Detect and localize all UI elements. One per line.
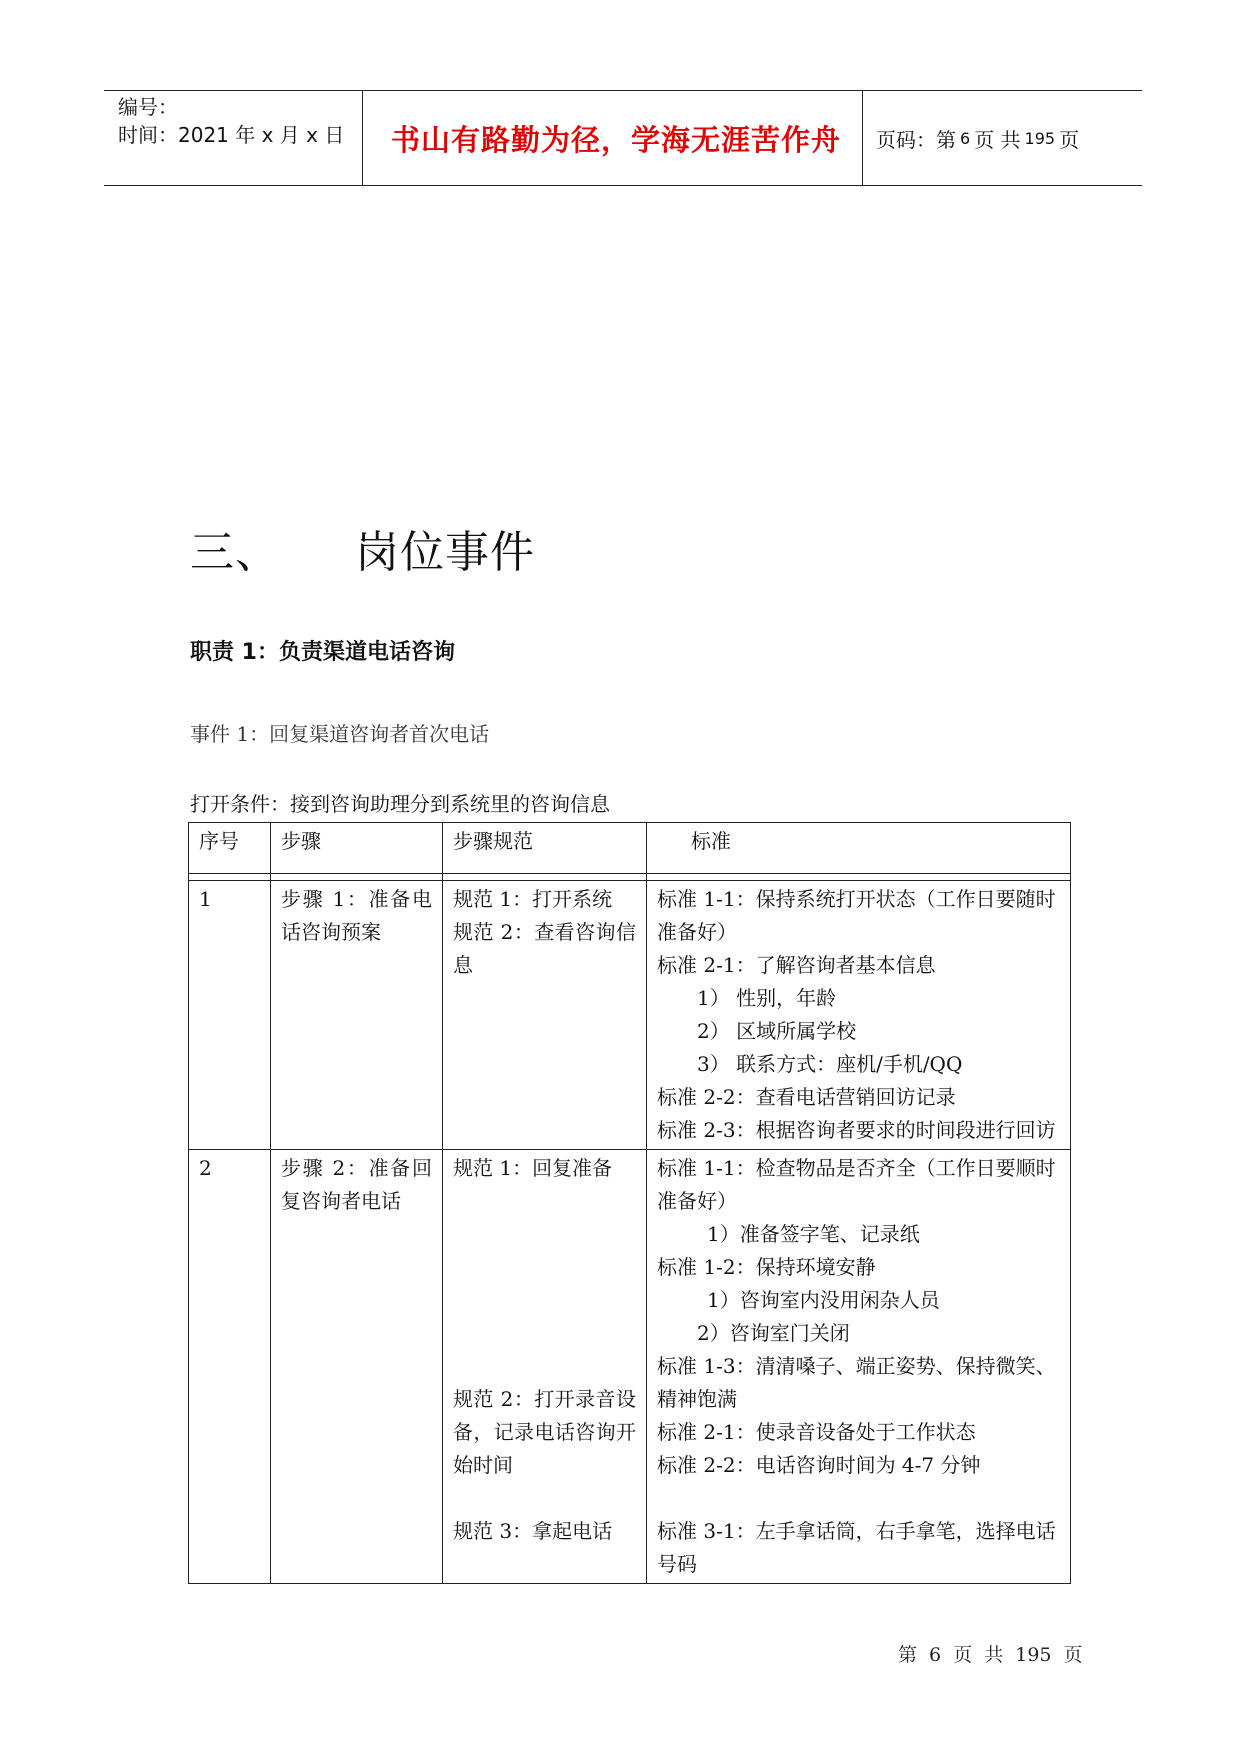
event-heading: 事件 1：回复渠道咨询者首次电话 <box>190 722 490 746</box>
standard-subitem: 1） 性别，年龄 <box>697 986 837 1010</box>
section-title <box>190 516 535 580</box>
time-label: 时间：2021 年 x 月 x 日 <box>118 123 345 147</box>
header-cell: 步骤规范 <box>443 823 647 874</box>
standard-item: 标准 2-3：根据咨询者要求的时间段进行回访 <box>657 1118 1056 1142</box>
norm-item: 规范 3：拿起电话 <box>453 1519 613 1543</box>
row-step: 步骤 2：准备回复咨询者电话 <box>271 1150 443 1584</box>
standard-subitem: 2）咨询室门关闭 <box>697 1321 850 1345</box>
header-divider <box>362 91 363 185</box>
norm-item: 规范 2：查看咨询信息 <box>453 920 636 977</box>
page-prefix: 页码：第 <box>876 127 956 152</box>
table-header-row <box>189 823 1071 874</box>
standard-item: 标准 1-1：检查物品是否齐全（工作日要顺时准备好） <box>657 1156 1056 1213</box>
standard-item: 标准 2-2：查看电话营销回访记录 <box>657 1085 956 1109</box>
standard-subitem: 1）咨询室内没用闲杂人员 <box>707 1288 940 1312</box>
header-cell: 序号 <box>189 823 271 874</box>
row-norms <box>443 1150 647 1584</box>
section-heading: 岗位事件 <box>355 527 535 578</box>
standard-item: 标准 2-1：使录音设备处于工作状态 <box>657 1420 976 1444</box>
norm-item: 规范 2：打开录音设备，记录电话咨询开始时间 <box>453 1387 636 1477</box>
header-motto: 书山有路勤为径，学海无涯苦作舟 <box>390 122 841 157</box>
row-number: 2 <box>189 1150 271 1584</box>
header-page-info <box>862 91 1142 185</box>
standard-subitem: 1）准备签字笔、记录纸 <box>707 1222 920 1246</box>
page-number: 6 <box>960 128 971 148</box>
standard-item: 标准 1-1：保持系统打开状态（工作日要随时准备好） <box>657 887 1056 944</box>
standard-item: 标准 1-2：保持环境安静 <box>657 1255 876 1279</box>
row-norms <box>443 881 647 1150</box>
header-cell: 标准 <box>647 823 1071 874</box>
standards-table <box>188 822 1071 1584</box>
row-step: 步骤 1：准备电话咨询预案 <box>271 881 443 1150</box>
open-condition: 打开条件：接到咨询助理分到系统里的咨询信息 <box>190 792 610 816</box>
standard-subitem: 3） 联系方式：座机/手机/QQ <box>697 1052 963 1076</box>
standard-item: 标准 2-1：了解咨询者基本信息 <box>657 953 936 977</box>
header-meta <box>118 91 364 185</box>
standard-subitem: 2） 区域所属学校 <box>697 1019 857 1043</box>
standard-item: 标准 3-1：左手拿话筒，右手拿笔，选择电话号码 <box>657 1519 1056 1576</box>
norm-item: 规范 1：回复准备 <box>453 1156 613 1180</box>
row-standards <box>647 1150 1071 1584</box>
duty-heading: 职责 1：负责渠道电话咨询 <box>190 640 455 665</box>
row-number: 1 <box>189 881 271 1150</box>
header-cell: 步骤 <box>271 823 443 874</box>
standard-item: 标准 2-2：电话咨询时间为 4-7 分钟 <box>657 1453 981 1477</box>
norm-item: 规范 1：打开系统 <box>453 887 613 911</box>
page-footer: 第 6 页 共 195 页 <box>898 1644 1083 1666</box>
code-label: 编号： <box>118 95 178 119</box>
page-header <box>104 90 1142 186</box>
row-standards <box>647 881 1071 1150</box>
section-number: 三、 <box>190 527 280 578</box>
table-row <box>189 881 1071 1150</box>
table-row <box>189 1150 1071 1584</box>
standard-item: 标准 1-3：清清嗓子、端正姿势、保持微笑、精神饱满 <box>657 1354 1056 1411</box>
page-mid: 页 共 <box>974 127 1021 152</box>
page-suffix: 页 <box>1059 127 1080 152</box>
page-total: 195 <box>1024 128 1056 148</box>
